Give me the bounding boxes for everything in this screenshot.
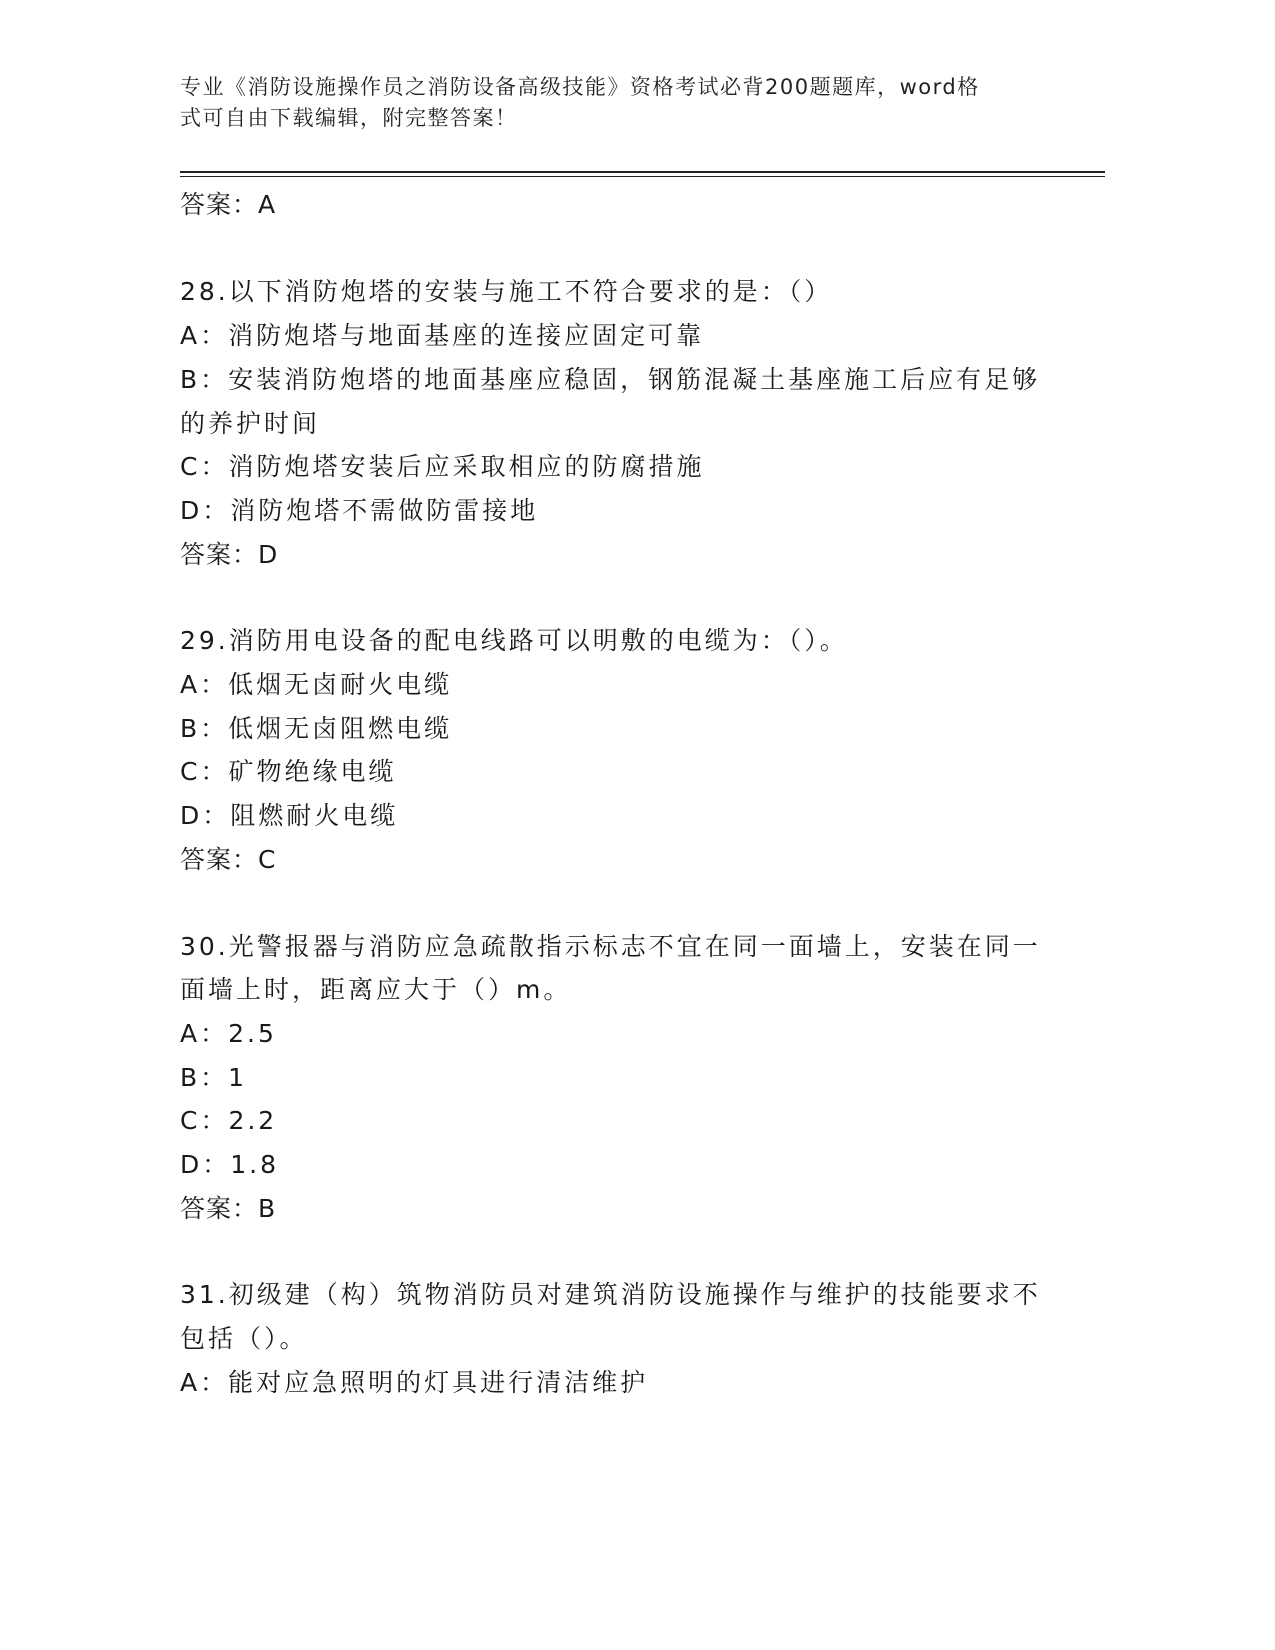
question-29-stem: 29.消防用电设备的配电线路可以明敷的电缆为：（）。 [180,626,848,655]
question-29-option-d: D：阻燃耐火电缆 [180,801,399,830]
header-divider [180,171,1105,177]
previous-answer: 答案：A [180,190,277,219]
header-line-2: 式可自由下载编辑，附完整答案！ [180,106,518,130]
question-31-stem-continued: 包括（）。 [180,1324,308,1353]
question-28-option-b: B：安装消防炮塔的地面基座应稳固，钢筋混凝土基座施工后应有足够 [180,365,1041,394]
question-28-option-d: D：消防炮塔不需做防雷接地 [180,496,539,525]
question-30-stem: 30.光警报器与消防应急疏散指示标志不宜在同一面墙上，安装在同一 [180,932,1041,961]
question-29-option-b: B：低烟无卤阻燃电缆 [180,714,453,743]
question-30-option-d: D：1.8 [180,1150,280,1179]
question-30-answer: 答案：B [180,1194,277,1223]
page-header [180,72,1040,134]
question-30-option-c: C：2.2 [180,1106,278,1135]
question-28-option-c: C：消防炮塔安装后应采取相应的防腐措施 [180,452,705,481]
question-31-option-a: A：能对应急照明的灯具进行清洁维护 [180,1368,649,1397]
question-28-answer: 答案：D [180,540,279,569]
question-29-option-a: A：低烟无卤耐火电缆 [180,670,453,699]
question-28-stem: 28.以下消防炮塔的安装与施工不符合要求的是：（） [180,277,833,306]
question-28-option-b-continued: 的养护时间 [180,409,321,438]
question-31-stem: 31.初级建（构）筑物消防员对建筑消防设施操作与维护的技能要求不 [180,1280,1041,1309]
question-29-answer: 答案：C [180,845,277,874]
question-30-option-a: A：2.5 [180,1019,277,1048]
header-line-1: 专业《消防设施操作员之消防设备高级技能》资格考试必背200题题库，word格 [180,75,980,99]
question-28-option-a: A：消防炮塔与地面基座的连接应固定可靠 [180,321,705,350]
question-30-option-b: B：1 [180,1063,248,1092]
question-30-stem-continued: 面墙上时，距离应大于（）m。 [180,975,572,1004]
question-29-option-c: C：矿物绝缘电缆 [180,757,397,786]
